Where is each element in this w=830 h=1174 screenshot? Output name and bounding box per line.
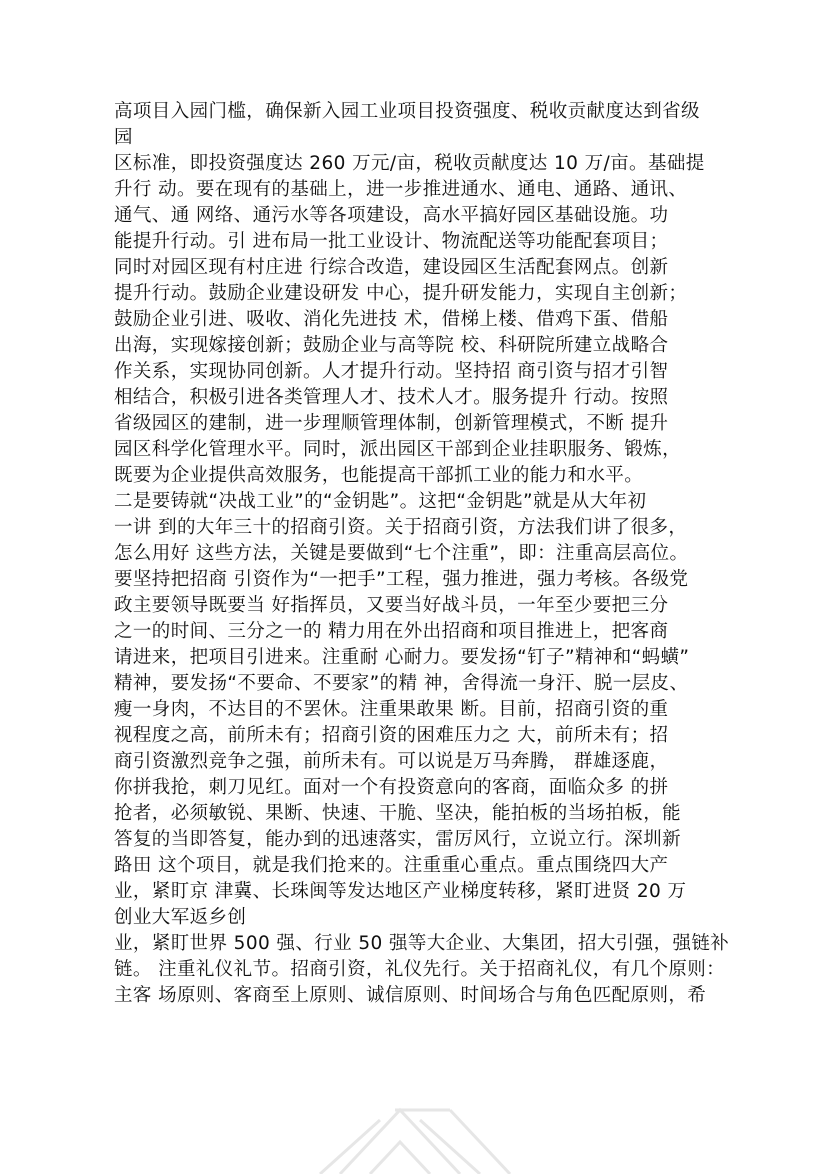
text-line: 怎么用好 这些方法，关键是要做到“七个注重”，即：注重高层高位。 [114,543,689,564]
text-line: 链。 注重礼仪礼节。招商引资，礼仪先行。关于招商礼仪，有几个原则： [114,959,726,980]
text-line: 精神，要发扬“不要命、不要家”的精 神，舍得流一身汗、脱一层皮、 [114,673,689,694]
text-line: 出海，实现嫁接创新；鼓励企业与高等院 校、科研院所建立战略合 [114,335,669,356]
text-line: 请进来，把项目引进来。注重耐 心耐力。要发扬“钉子”精神和“蚂蟥” [114,647,690,668]
watermark-graphic [300,1090,550,1174]
text-line: 既要为企业提供高效服务，也能提高干部抓工业的能力和水平。 [114,465,644,486]
text-line: 提升行动。鼓励企业建设研发 中心，提升研发能力，实现自主创新； [114,283,688,304]
text-line: 之一的时间、三分之一的 精力用在外出招商和项目推进上，把客商 [114,621,669,642]
text-line: 要坚持把招商 引资作为“一把手”工程，强力推进，强力考核。各级党 [114,569,689,590]
text-line: 视程度之高，前所未有；招商引资的困难压力之 大，前所未有；招 [114,725,669,746]
text-line: 高项目入园门槛，确保新入园工业项目投资强度、税收贡献度达到省级 [114,101,700,122]
text-line: 园 [114,127,133,148]
text-line: 路田 这个项目，就是我们抢来的。注重重心重点。重点围绕四大产 [114,855,669,876]
text-line: 业，紧盯世界 500 强、行业 50 强等大企业、大集团，招大引强，强链补 [114,933,730,954]
text-line: 抢者，必须敏锐、果断、快速、干脆、坚决，能拍板的当场拍板，能 [114,803,682,824]
text-line: 区标准，即投资强度达 260 万元/亩，税收贡献度达 10 万/亩。基础提 [114,153,705,174]
text-line: 二是要铸就“决战工业”的“金钥匙”。这把“金钥匙”就是从大年初 [114,491,647,512]
text-line: 升行 动。要在现有的基础上，进一步推进通水、通电、通路、通讯、 [114,179,688,200]
text-line: 业，紧盯京 津冀、长珠闽等发达地区产业梯度转移，紧盯进贤 20 万 [114,881,687,902]
text-line: 通气、通 网络、通污水等各项建设，高水平搞好园区基础设施。功 [114,205,669,226]
text-line: 答复的当即答复，能办到的迅速落实，雷厉风行，立说立行。深圳新 [114,829,682,850]
text-line: 作关系，实现协同创新。人才提升行动。坚持招 商引资与招才引智 [114,361,669,382]
text-line: 相结合，积极引进各类管理人才、技术人才。服务提升 行动。按照 [114,387,669,408]
text-line: 同时对园区现有村庄进 行综合改造，建设园区生活配套网点。创新 [114,257,669,278]
text-line: 一讲 到的大年三十的招商引资。关于招商引资，方法我们讲了很多， [114,517,688,538]
text-line: 主客 场原则、客商至上原则、诚信原则、时间场合与角色匹配原则，希 [114,985,707,1006]
text-line: 创业大军返乡创 [114,907,247,928]
text-line: 商引资激烈竞争之强，前所未有。可以说是万马奔腾， 群雄逐鹿， [114,751,669,772]
text-line: 政主要领导既要当 好指挥员，又要当好战斗员，一年至少要把三分 [114,595,669,616]
text-line: 园区科学化管理水平。同时，派出园区干部到企业挂职服务、锻炼， [114,439,682,460]
text-line: 你拼我抢，刺刀见红。面对一个有投资意向的客商，面临众多 的拼 [114,777,669,798]
watermark-icon [300,1090,550,1174]
text-line: 鼓励企业引进、吸收、消化先进技 术，借梯上楼、借鸡下蛋、借船 [114,309,669,330]
text-line: 能提升行动。引 进布局一批工业设计、物流配送等功能配套项目； [114,231,669,252]
text-line: 瘦一身肉，不达目的不罢休。注重果敢果 断。目前，招商引资的重 [114,699,669,720]
body-text [114,99,734,1009]
text-line: 省级园区的建制，进一步理顺管理体制，创新管理模式，不断 提升 [114,413,669,434]
